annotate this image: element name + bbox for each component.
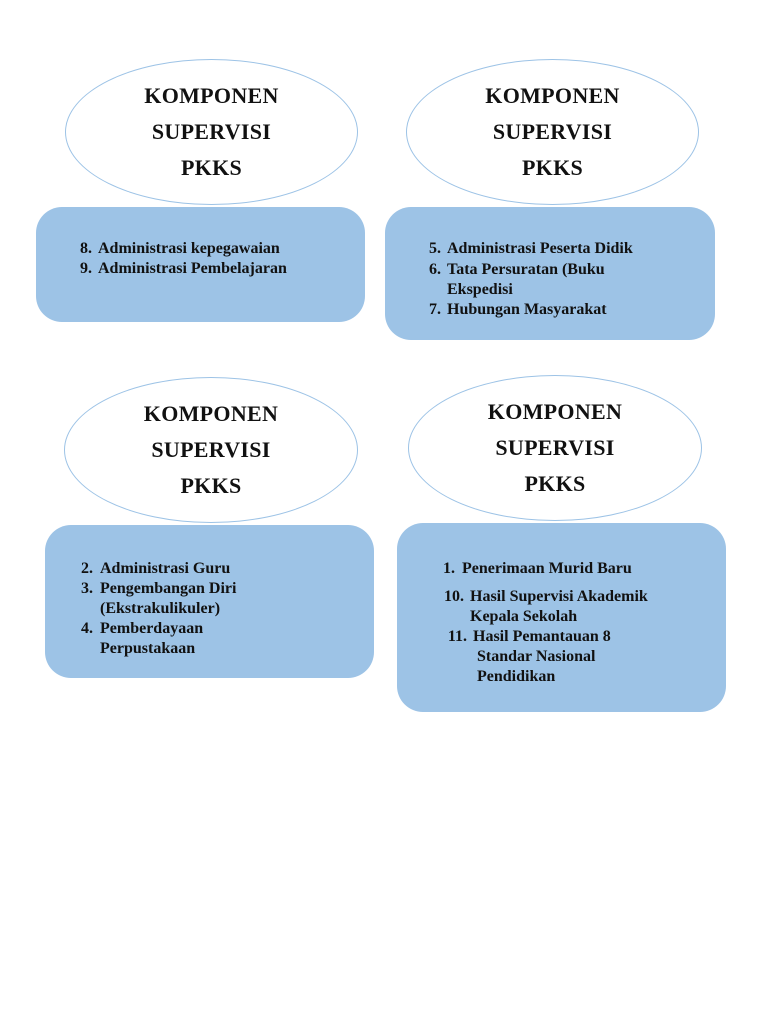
list-item-number: 7. bbox=[429, 301, 441, 318]
list-item-number: 4. bbox=[81, 620, 93, 637]
title-ellipse-top-left bbox=[65, 59, 358, 205]
list-item-number: 3. bbox=[81, 580, 93, 597]
component-box-top-left bbox=[36, 207, 365, 322]
title-line: SUPERVISI bbox=[495, 435, 615, 460]
list-item-text: (Ekstrakulikuler) bbox=[100, 600, 221, 617]
list-item-number: 6. bbox=[429, 261, 441, 278]
list-item-number: 1. bbox=[443, 560, 455, 577]
list-item-text: Penerimaan Murid Baru bbox=[462, 560, 632, 577]
list-item-text: Standar Nasional bbox=[477, 648, 596, 665]
title-line: KOMPONEN bbox=[144, 83, 279, 108]
component-box-top-right bbox=[385, 207, 715, 340]
title-ellipse-bottom-left bbox=[64, 377, 358, 523]
title-line: SUPERVISI bbox=[151, 119, 272, 144]
title-line: SUPERVISI bbox=[492, 119, 613, 144]
list-item-text: Administrasi Guru bbox=[100, 560, 231, 577]
list-item-text: Ekspedisi bbox=[447, 281, 513, 298]
list-item-text: Administrasi Pembelajaran bbox=[98, 260, 287, 277]
title-line: SUPERVISI bbox=[151, 437, 271, 462]
list-item-number: 9. bbox=[80, 260, 92, 277]
list-item-text: Hubungan Masyarakat bbox=[447, 301, 607, 318]
list-item-number: 10. bbox=[444, 588, 464, 605]
list-item-number: 5. bbox=[429, 240, 441, 257]
list-item-text: Tata Persuratan (Buku bbox=[447, 261, 605, 278]
list-item-text: Hasil Supervisi Akademik bbox=[470, 588, 648, 605]
title-line: KOMPONEN bbox=[485, 83, 620, 108]
list-item-text: Hasil Pemantauan 8 bbox=[473, 628, 611, 645]
list-item-number: 2. bbox=[81, 560, 93, 577]
title-ellipse-bottom-right bbox=[408, 375, 702, 521]
title-line: PKKS bbox=[524, 471, 586, 496]
list-item-number: 11. bbox=[447, 628, 467, 645]
title-line: PKKS bbox=[180, 155, 243, 180]
list-item-number: 8. bbox=[80, 240, 92, 257]
component-box-bottom-right bbox=[397, 523, 726, 712]
component-box-bottom-left bbox=[45, 525, 374, 678]
list-item-text: Kepala Sekolah bbox=[470, 608, 578, 625]
list-item-text: Administrasi kepegawaian bbox=[98, 240, 280, 257]
list-item-text: Pemberdayaan bbox=[100, 620, 204, 637]
title-line: KOMPONEN bbox=[143, 401, 279, 426]
title-line: KOMPONEN bbox=[487, 399, 623, 424]
title-line: PKKS bbox=[180, 473, 242, 498]
list-item-text: Administrasi Peserta Didik bbox=[447, 240, 633, 257]
list-item-text: Perpustakaan bbox=[100, 640, 196, 657]
title-ellipse-top-right bbox=[406, 59, 699, 205]
list-item-text: Pendidikan bbox=[477, 668, 556, 685]
title-line: PKKS bbox=[521, 155, 584, 180]
list-item-text: Pengembangan Diri bbox=[100, 580, 237, 597]
